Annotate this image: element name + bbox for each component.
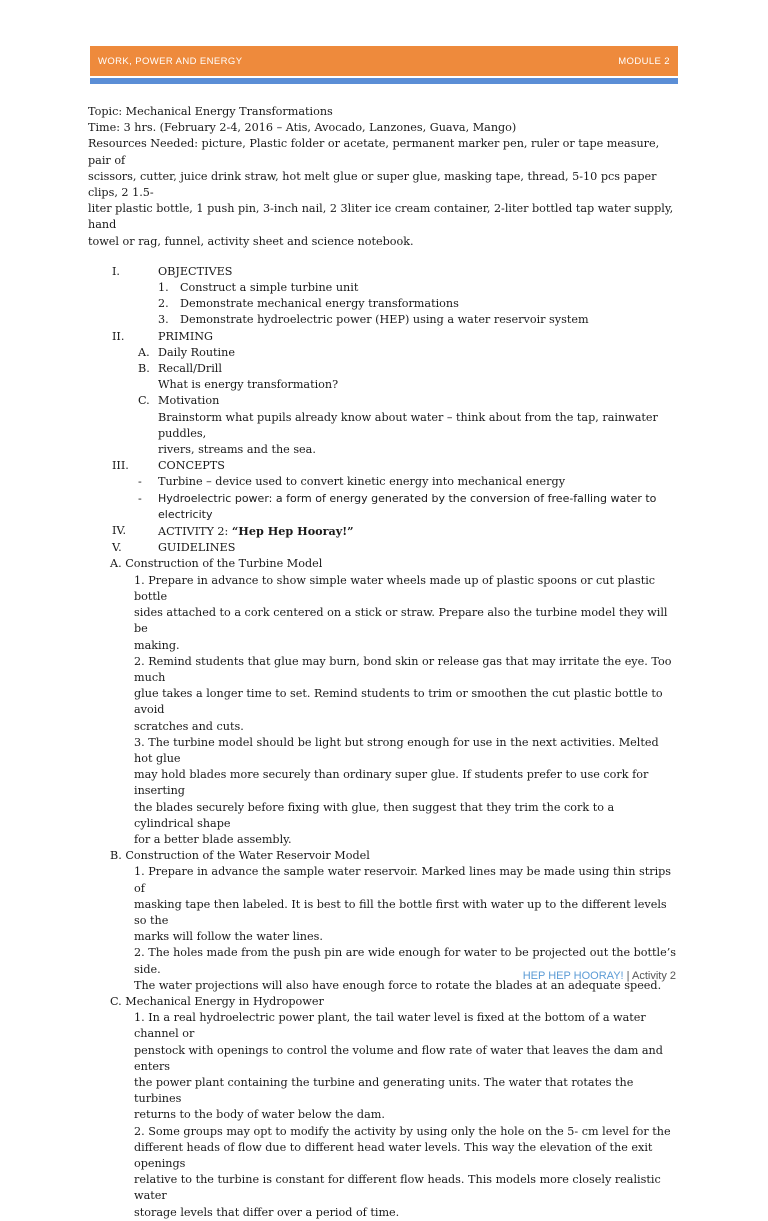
priming-item-c [88, 393, 680, 409]
time-line: Time: 3 hrs. (February 2-4, 2016 – Atis, Avocado, Lanzones, Guava, Mango) [88, 121, 517, 135]
objective-item [88, 312, 680, 328]
page-footer [523, 970, 676, 982]
priming-text: Daily Routine [158, 345, 235, 359]
priming-text: Motivation [158, 394, 220, 408]
text-line: glue takes a longer time to set. Remind students to trim or smoothen the cut plastic bottle to avoid [134, 687, 663, 717]
activity-prefix: ACTIVITY 2: [158, 525, 232, 539]
text-line: the blades securely before fixing with glue, then suggest that they trim the cork to a cylindrical shape [134, 800, 615, 830]
guideline-a1 [134, 573, 676, 654]
topic-line: Topic: Mechanical Energy Transformations [88, 105, 333, 118]
objective-number: 2. [158, 297, 169, 311]
page-header [90, 46, 678, 76]
priming-b-detail: What is energy transformation? [158, 378, 339, 392]
footer-title: HEP HEP HOORAY! [522, 970, 624, 982]
activity-title [158, 523, 680, 540]
priming-item-b [88, 361, 680, 377]
resources-line-3: liter plastic bottle, 1 push pin, 3-inch nail, 2 3liter ice cream container, 2-liter bottled tap water supply, hand [88, 202, 674, 232]
text-line: 2. Remind students that glue may burn, bond skin or release gas that may irritate the eye. Too much [134, 654, 672, 684]
activity-heading [88, 523, 680, 540]
text-line: storage levels that differ over a period of time. [134, 1205, 400, 1219]
concept-hydroelectric-1: Hydroelectric power: a form of energy generated by the conversion of free-falling water to [158, 491, 657, 505]
priming-letter: B. [138, 362, 150, 376]
resources-line-1: Resources Needed: picture, Plastic folder or acetate, permanent marker pen, ruler or tape measure, pair of [88, 137, 660, 167]
concepts-title: CONCEPTS [158, 459, 225, 473]
objective-text: Demonstrate hydroelectric power (HEP) using a water reservoir system [180, 313, 589, 327]
objective-number: 1. [158, 281, 169, 295]
priming-text: Recall/Drill [158, 362, 222, 376]
objective-text: Demonstrate mechanical energy transformations [180, 297, 459, 311]
priming-item-a [88, 345, 680, 361]
objectives-title: OBJECTIVES [158, 264, 233, 278]
priming-numeral: II. [112, 329, 125, 343]
text-line: marks will follow the water lines. [134, 930, 323, 944]
text-line: 2. Some groups may opt to modify the activity by using only the hole on the 5- cm level for the [134, 1124, 671, 1138]
text-line: making. [134, 638, 180, 652]
text-line: returns to the body of water below the dam. [134, 1108, 385, 1122]
guideline-a-heading: A. Construction of the Turbine Model [110, 557, 323, 571]
objective-item [88, 280, 680, 296]
header-module: MODULE 2 [618, 56, 670, 67]
objectives-numeral: I. [112, 264, 120, 278]
guideline-b1 [134, 864, 676, 945]
text-line: the power plant containing the turbine and generating units. The water that rotates the turbines [134, 1075, 634, 1106]
guideline-a3 [134, 735, 676, 848]
resources-line-4: towel or rag, funnel, activity sheet and science notebook. [88, 234, 414, 248]
text-line: relative to the turbine is constant for different flow heads. This models more closely realistic water [134, 1173, 661, 1203]
objectives-heading [88, 264, 680, 280]
objective-text: Construct a simple turbine unit [180, 281, 359, 295]
priming-letter: C. [138, 394, 150, 408]
text-line: 1. In a real hydroelectric power plant, the tail water level is fixed at the bottom of a water channel or [134, 1011, 646, 1041]
priming-c-detail-2: rivers, streams and the sea. [158, 443, 316, 457]
concept-dash: - [138, 475, 142, 489]
guideline-c1 [134, 1010, 676, 1123]
footer-separator: | [623, 970, 632, 982]
guideline-a2 [134, 654, 676, 735]
resources-line-2: scissors, cutter, juice drink straw, hot melt glue or super glue, masking tape, thread, 5-10 pcs paper clips, 2 1.5- [88, 169, 657, 200]
text-line: penstock with openings to control the volume and flow rate of water that leaves the dam and enters [134, 1043, 663, 1073]
guideline-c-heading: C. Mechanical Energy in Hydropower [110, 994, 324, 1008]
footer-page: Activity 2 [631, 970, 676, 982]
text-line: sides attached to a cork centered on a stick or straw. Prepare also the turbine model they will be [134, 606, 668, 636]
header-stripe [90, 78, 678, 84]
text-line: The water projections will also have enough force to rotate the blades at an adequate speed. [134, 978, 662, 992]
concept-item [88, 491, 680, 507]
concept-turbine: Turbine – device used to convert kinetic energy into mechanical energy [158, 475, 566, 489]
concept-hydroelectric-2: electricity [158, 507, 213, 521]
text-line: scratches and cuts. [134, 719, 244, 733]
guideline-c2 [134, 1124, 676, 1221]
lesson-meta [88, 104, 680, 250]
text-line: 1. Prepare in advance the sample water reservoir. Marked lines may be made using thin strips of [134, 865, 672, 895]
header-title: WORK, POWER AND ENERGY [98, 56, 243, 67]
concepts-numeral: III. [112, 459, 129, 473]
text-line: different heads of flow due to different head water levels. This way the elevation of the exit openings [134, 1140, 653, 1170]
objective-item [88, 296, 680, 312]
text-line: 2. The holes made from the push pin are wide enough for water to be projected out the bottle’s side. [134, 946, 677, 976]
text-line: masking tape then labeled. It is best to fill the bottle first with water up to the different levels so the [134, 897, 667, 927]
objective-number: 3. [158, 313, 169, 327]
concept-dash: - [138, 491, 142, 505]
activity-name: “Hep Hep Hooray!” [231, 524, 354, 539]
document-body [88, 104, 680, 1221]
guideline-b-heading: B. Construction of the Water Reservoir Model [110, 849, 370, 863]
activity-numeral: IV. [112, 524, 127, 538]
concept-item [88, 474, 680, 490]
priming-letter: A. [138, 345, 150, 359]
priming-title: PRIMING [158, 329, 213, 343]
text-line: may hold blades more securely than ordinary super glue. If students prefer to use cork for inserting [134, 768, 649, 798]
text-line: 3. The turbine model should be light but strong enough for use in the next activities. Melted hot glue [134, 735, 659, 765]
text-line: 1. Prepare in advance to show simple water wheels made up of plastic spoons or cut plastic bottle [134, 573, 656, 603]
guidelines-title: GUIDELINES [158, 541, 236, 555]
guidelines-heading [88, 540, 680, 556]
guidelines-numeral: V. [112, 541, 122, 555]
priming-heading [88, 329, 680, 345]
concepts-heading [88, 458, 680, 474]
priming-c-detail-1: Brainstorm what pupils already know about water – think about from the tap, rainwater puddles, [158, 410, 658, 440]
text-line: for a better blade assembly. [134, 832, 292, 846]
